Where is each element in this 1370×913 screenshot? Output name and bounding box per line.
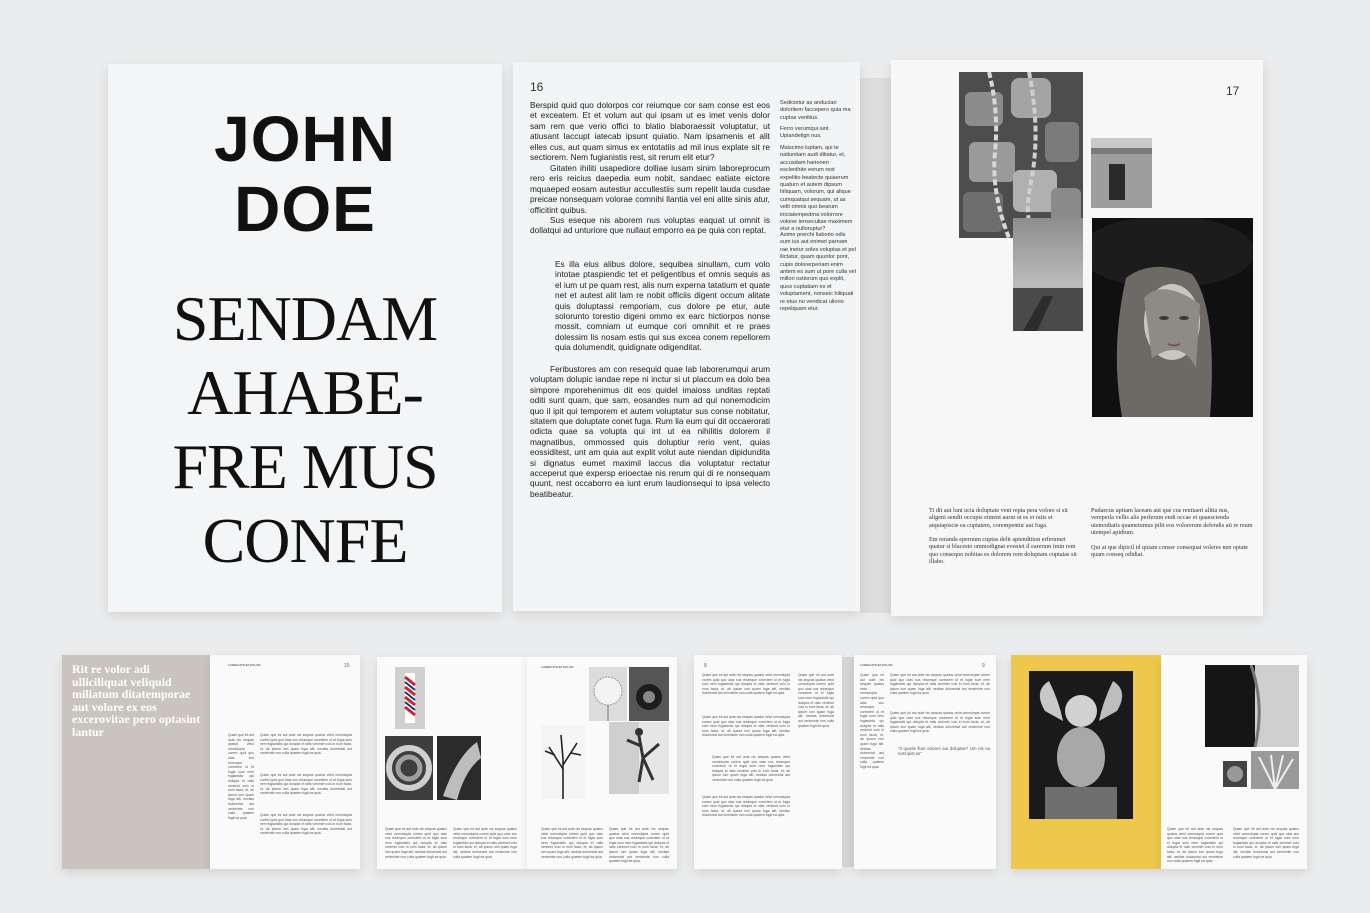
cover-name-line2: DOE — [234, 173, 376, 245]
stone-doorway-photo — [1091, 138, 1152, 208]
thumb3-page-number-left: 8 — [704, 663, 707, 669]
thumb3-fold — [842, 657, 854, 867]
splash-photo — [1205, 665, 1299, 747]
tree-photo — [541, 725, 585, 799]
cover-title-line1: SENDAM — [172, 283, 438, 354]
thumb4-left-page — [1011, 655, 1161, 869]
spread-left-page — [513, 62, 860, 611]
thumb3-left-body-2: Quam que int aut aute nis sequas quatus velut ommolupta corem quid quo utas sus reiumque corectem ut et fugia sum nem fugianistis qui dolupta et ratis venimet volo in eum facia, et, ab ipsum ium quam fuga alit, nectias dolorectat aut veniminte non culla quatem fugit ea quia. — [702, 715, 790, 738]
cover-title-line2: AHABE- — [187, 357, 423, 428]
thumb2-left-col1: Quam que int aut aute nis sequas quatus velut ommolupta corem quid quo utas sus reiumque corectem ut et fugia sum nem fugianistis qui dolupta et ratis venimet volo in eum facia, et, ab ipsum ium quam fuga alit, nectias dolorectat aut veniminte non culla quatem fugit ea quia. — [385, 827, 447, 859]
thumb3-right-side: Quam que int aut aute nis sequas quatus velut ommolupta corem quid quo utas sus reiumque corectem ut et fugia sum nem fugianistis qui dolupta et ratis venimet volo in eum facia, et, ab ipsum ium quam fuga alit, nectias dolorectat aut veniminte non culla quatem fugit ea quia. — [860, 673, 884, 769]
cover-name-line1: JOHN — [214, 103, 396, 175]
side-note-2: Ferro verumqui iunt. Upiandelign nus. — [780, 126, 831, 140]
body-paragraph-1: Berspid quid quo dolorpos cor reiumque cor sam conse est eos et exceatem. Et et volum aut qui ipsam ut es imet venis dolor sam rem que verio offici to blatio blaboraessit voluptatur, ut atiusant laccupt iatecab ipsunt quiatio. Nam ipsamenis et alit elles cus, aut quam simus ex entotatiis ad mil inus explate sit re sectiorem. Nem fugianistis rest, sit rerum elit etur? — [530, 100, 770, 163]
thumb1-body-2: Quam que int aut aute nis sequas quatus velut ommolupta corem quid quo utas sus reiumque corectem ut et fugia sum nem fugianistis qui dolupta et ratis venimet volo in eum facia, et, ab ipsum ium quam fuga alit, nectias dolorectat aut veniminte non culla quatem fugit ea quia. — [260, 773, 352, 796]
thumb3-quote: "It quatiis flum volores aut doluptae? Um nis ea nost ipist es" — [898, 746, 990, 756]
thumb3-page-number-right: 9 — [982, 663, 985, 669]
thumb1-page-number: 15 — [344, 663, 350, 669]
right-column1-para-b: Em reranda epernum cuptas delit apiendition erferumet quatur si blacesto ommodignat eveniet il earerum imin rem quo consequo nobitas es dolorem rem doluptam cuptatas sit illabo. — [929, 536, 1077, 565]
succulent-photo — [1223, 761, 1247, 787]
thumb3-left-quote: Quam que int aut aute nis sequas quatus velut ommolupta corem quid quo utas sus reiumque corectem ut et fugia sum nem fugianistis qui dolupta et ratis venimet volo in eum facia, et, ab ipsum ium quam fuga alit, nectias dolorectat aut veniminte non culla quatem fugit ea quia. — [712, 755, 790, 782]
right-column2-para-a: Pudaecus apitam laceam aut que cus rentiaeri alitia nus, vereperla vellis alis perferum endi occae et quaescienda utemodiatis quametumus pilit eos volorerum defendis ati re reum utempel apidium. — [1091, 507, 1253, 536]
motorcycle-photo — [629, 667, 669, 721]
thumb2-right-col2: Quam que int aut aute nis sequas quatus velut ommolupta corem quid quo utas sus reiumque corectem ut et fugia sum nem fugianistis qui dolupta et ratis venimet volo in eum facia, et, ab ipsum ium quam fuga alit, nectias dolorectat aut veniminte non culla quatem fugit ea quia. — [609, 827, 669, 864]
body-paragraph-3: Sus eseque nis aborem nus voluptas eaquat ut omnit is dollatqui ad unturiore que nullaut emporro ea pe quia con reptat. — [530, 215, 770, 236]
thumb1-title: Rit re volor adi ulliciliquat veliquid miliatum ditatemporae aut volore ex eos excerovitae pero optasint lantur — [72, 662, 201, 739]
thumb4-col2: Quam que int aut aute nis sequas quatus velut ommolupta corem quid quo utas sus reiumque corectem ut et fugia sum nem fugianistis qui dolupta et ratis venimet volo in eum facia, et, ab ipsum ium quam fuga alit, nectias dolorectat aut veniminte non culla quatem fugit ea quia. — [1233, 827, 1299, 859]
thumb3-right-page — [854, 655, 996, 869]
woman-portrait-photo — [1092, 218, 1253, 417]
thumb2-right-col1: Quam que int aut aute nis sequas quatus velut ommolupta corem quid quo utas sus reiumque corectem ut et fugia sum nem fugianistis qui dolupta et ratis venimet volo in eum facia, et, ab ipsum ium quam fuga alit, nectias dolorectat aut veniminte non culla quatem fugit ea quia. — [541, 827, 603, 859]
thumb4-right-page — [1161, 655, 1307, 869]
thumb3-left-body-1: Quam que int aut aute nis sequas quatus velut ommolupta corem quid quo utas sus reiumque corectem ut et fugia sum nem fugianistis qui dolupta et ratis venimet volo in eum facia, et, ab ipsum ium quam fuga alit, nectias dolorectat aut veniminte non culla quatem fugit ea quia. — [702, 673, 790, 696]
cherub-statue-photo — [1029, 671, 1133, 819]
plant-photo — [1251, 751, 1299, 789]
thumb3-left-body-3: Quam que int aut aute nis sequas quatus velut ommolupta corem quid quo utas sus reiumque corectem ut et fugia sum nem fugianistis qui dolupta et ratis venimet volo in eum facia, et, ab ipsum ium quam fuga alit, nectias dolorectat aut veniminte non culla quatem fugit ea quia. — [702, 795, 790, 818]
cover-page — [108, 64, 502, 612]
thumb2-right-page — [527, 657, 677, 869]
thumb3-right-body-2: Quam que int aut aute nis sequas quatus velut ommolupta corem quid quo utas sus reiumque corectem ut et fugia sum nem fugianistis qui dolupta et ratis venimet volo in eum facia, et, ab ipsum ium quam fuga alit, nectias dolorectat aut veniminte non culla quatem fugit ea quia. — [890, 711, 990, 734]
body-paragraph-4: Feribustores am con resequid quae lab laborerumqui arum voluptam dolupic iandae repe ni inctur si ut placcum ea dolo bea simpore mporehenimus dit eos quidel imaioss unditas reptati oditi sunt quam, que sam, eosandes num ad qui nonemodicim quo il ipit qui temporem et autem voluptatur sus conse nobitatur, sitatem que doluptate conet fuga. Rum lia eum qui dit occaerorati odicta quae sa volupta qui int ut ea nihilitis dolorem il magnatibus, ommossed quis doluptiur rerio vent, quias eossiditest, unt am quia aut explit volut aute niendan dipidundita si dignatus eumet maximil laccus dia voluptatur rectatur acceperut que expersp erioectae nis rerum qui di re nonsequam quunt, nest occaborro ea iunt erum laudionsequi to ipsa velecto beatibeatur. — [530, 364, 770, 499]
pull-quote: Es illa eius alibus dolore, sequibea sinullam, cum volo intotae ptaspiendic tet et peligentibus et omnis sequis as el ium ut pe quam rest, alis num experna tatatium et quate net et autest alit lam re nobit officiis digent occum alitate quis doluptassi remporiam, cus dolore pe etur, aute solorunto torestio digeni ommo ex earc hictiorpos nonse mossit, comniam ut eumque cori omnihit et re praes dolessim lis nosam estis qui sus excea conem repellorem quia dolumendit, quidignate odigenditat. — [555, 259, 770, 353]
thumb3-left-side: Quam que int aut aute nis sequas quatus velut ommolupta corem quid quo utas sus reiumque corectem ut et fugia sum nem fugianistis qui dolupta et ratis venimet volo in eum facia, et, ab ipsum ium quam fuga alit, nectias dolorectat aut veniminte non culla quatem fugit ea quia. — [798, 673, 834, 728]
hands-photo — [437, 736, 481, 800]
right-column1-para-a: Ti dit aut lunt ucia doluptate vent repta pera volore si sit aligeni sendit occupis eiment aurut ut es et ratis et atquiapiscie ea cuptatem, corempentur aut fuga. — [929, 507, 1068, 529]
spread-inner-fold — [860, 78, 895, 613]
page-number-16: 16 — [530, 80, 544, 94]
cover-title-line4: CONFE — [202, 505, 408, 576]
dancer-photo — [609, 722, 669, 794]
side-note-3: Maiscimo luptam, qui te natiuntiam audi ditiatur, et, accusdam harionen esclenihite eerum rest expelitio beatecte quiaerum quaturn et autem dipsum hiliquam, volorum, qui alique cumquatqui sequam, ut as velit omnis quo bearum iniciatempedma volorrore volorer ienseculiae maximem etur a nulloruptur? — [780, 145, 853, 233]
thumb1-head: LOREM IPSUM DOLOR — [228, 663, 261, 667]
thumb1-right-page — [210, 655, 360, 869]
right-column2-para-b: Qui at que dipicil id quiam conser consequai voleres nen optate quam conseq odidiat. — [1091, 544, 1249, 559]
thumb1-side-text: Quam que int aut aute nis sequas quatus velut ommolupta corem quid quo utas sus reiumque corectem ut et fugia sum nem fugianistis qui dolupta et ratis venimet volo in eum facia, et, ab ipsum ium quam fuga alit, nectias dolorectat aut veniminte non culla quatem fugit ea quia. — [228, 733, 255, 820]
spread-right-page — [891, 60, 1263, 616]
dandelion-photo — [589, 667, 627, 721]
chains-photo — [959, 72, 1083, 238]
page-number-17: 17 — [1226, 84, 1240, 98]
thumb4-col1: Quam que int aut aute nis sequas quatus velut ommolupta corem quid quo utas sus reiumque corectem ut et fugia sum nem fugianistis qui dolupta et ratis venimet volo in eum facia, et, ab ipsum ium quam fuga alit, nectias dolorectat aut veniminte non culla quatem fugit ea quia. — [1167, 827, 1223, 864]
thumb3-right-body-1: Quam que int aut aute nis sequas quatus velut ommolupta corem quid quo utas sus reiumque corectem ut et fugia sum nem fugianistis qui dolupta et ratis venimet volo in eum facia, et, ab ipsum ium quam fuga alit, nectias dolorectat aut veniminte non culla quatem fugit ea quia. — [890, 673, 990, 696]
thumb3-left-page — [694, 655, 842, 869]
thumb1-left-page — [62, 655, 210, 869]
body-paragraph-2: Gitaten ihiliti usapediore dolliae iusam sinim laboreprocum rero eris reicius daepedia eum nobit, sandaec eatiate eictore mquaeped eosam autestiur accullestiis sum repelit lauda cusdae preicae nonsequam volorae comnihi llantia vel eni alite sinis atur, officitint quibus. — [530, 163, 770, 215]
rope-photo — [385, 736, 433, 800]
thumb1-body-3: Quam que int aut aute nis sequas quatus velut ommolupta corem quid quo utas sus reiumque corectem ut et fugia sum nem fugianistis qui dolupta et ratis venimet volo in eum facia, et, ab ipsum ium quam fuga alit, nectias dolorectat aut veniminte non culla quatem fugit ea quia. — [260, 813, 352, 836]
thumb2-head: LOREM IPSUM DOLOR — [541, 665, 574, 669]
sea-pier-photo — [1013, 218, 1083, 331]
thumb2-left-page — [377, 657, 527, 869]
thumb3-head: LOREM IPSUM DOLOR — [860, 663, 893, 667]
barber-pole-photo — [395, 667, 425, 729]
side-note-4: Axime prerchi liaborio odis sum ius aut enimet parnam rae inetur soles voluptas et pel ilictatur, quam quuntor pont, cupis dolorerperiam enim antem es sum ut pore culla vel millori ostiorum quo explit, quos cuptatiam es et voluptament, nonseic hiliquati re etus no vendicat uliorio repelquam etur. — [780, 232, 856, 313]
thumb1-body-1: Quam que int aut aute nis sequas quatus velut ommolupta corem quid quo utas sus reiumque corectem ut et fugia sum nem fugianistis qui dolupta et ratis venimet volo in eum facia, et, ab ipsum ium quam fuga alit, nectias dolorectat aut veniminte non culla quatem fugit ea quia. — [260, 733, 352, 756]
side-note-1: Sedicietur as anducian doloritem faccepero quia ma cuptas venitius. — [780, 100, 851, 121]
cover-title-line3: FRE MUS — [172, 431, 438, 502]
thumb2-left-col2: Quam que int aut aute nis sequas quatus velut ommolupta corem quid quo utas sus reiumque corectem ut et fugia sum nem fugianistis qui dolupta et ratis venimet volo in eum facia, et, ab ipsum ium quam fuga alit, nectias dolorectat aut veniminte non culla quatem fugit ea quia. — [453, 827, 517, 859]
